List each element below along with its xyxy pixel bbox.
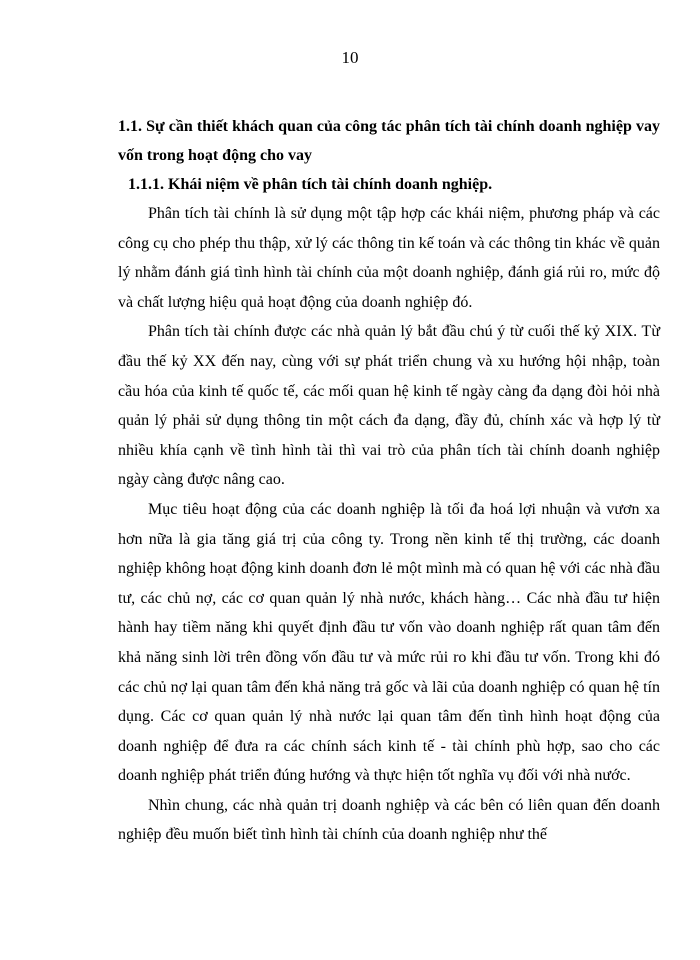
subsection-heading: 1.1.1. Khái niệm về phân tích tài chính doanh nghiệp.	[128, 176, 493, 193]
paragraph-objectives: Mục tiêu hoạt động của các doanh nghiệp là tối đa hoá lợi nhuận và vươn xa hơn nữa là gia tăng giá trị của công ty. Trong nền kinh tế thị trường, các doanh nghiệp không hoạt động kinh doanh đơn lẻ một mình mà có quan hệ với các nhà đầu tư, các chủ nợ, các cơ quan quản lý nhà nước, khách hàng… Các nhà đầu tư hiện hành hay tiềm năng khi quyết định đầu tư vốn vào doanh nghiệp rất quan tâm đến khả năng sinh lời trên đồng vốn đầu tư và mức rủi ro khi đầu tư vốn. Trong khi đó các chủ nợ lại quan tâm đến khả năng trả gốc và lãi của doanh nghiệp có quan hệ tín dụng. Các cơ quan quản lý nhà nước lại quan tâm đến tình hình hoạt động của doanh nghiệp để đưa ra các chính sách kinh tế - tài chính phù hợp, sao cho các doanh nghiệp phát triển đúng hướng và thực hiện tốt nghĩa vụ đối với nhà nước.	[118, 500, 660, 785]
section-heading: 1.1. Sự cần thiết khách quan của công tác phân tích tài chính doanh nghiệp vay vốn trong hoạt động cho vay	[118, 118, 660, 164]
paragraph-conclusion: Nhìn chung, các nhà quản trị doanh nghiệp và các bên có liên quan đến doanh nghiệp đều muốn biết tình hình tài chính của doanh nghiệp như thế	[118, 796, 660, 844]
paragraph-definition: Phân tích tài chính là sử dụng một tập hợp các khái niệm, phương pháp và các công cụ cho phép thu thập, xử lý các thông tin kế toán và các thông tin khác về quản lý nhằm đánh giá tình hình tài chính của một doanh nghiệp, đánh giá rủi ro, mức độ và chất lượng hiệu quả hoạt động của doanh nghiệp đó.	[118, 205, 660, 311]
paragraph-history: Phân tích tài chính được các nhà quản lý bắt đầu chú ý từ cuối thế kỷ XIX. Từ đầu thế kỷ XX đến nay, cùng với sự phát triển chung và xu hướng hội nhập, toàn cầu hóa của kinh tế quốc tế, các mối quan hệ kinh tế ngày càng đa dạng đòi hỏi nhà quản lý phải sử dụng thông tin một cách đa dạng, đầy đủ, chính xác và hợp lý từ nhiều khía cạnh về tình hình tài thì vai trò của phân tích tài chính doanh nghiệp ngày càng được nâng cao.	[118, 323, 660, 489]
page-content	[118, 112, 660, 850]
page-number: 10	[341, 48, 359, 67]
